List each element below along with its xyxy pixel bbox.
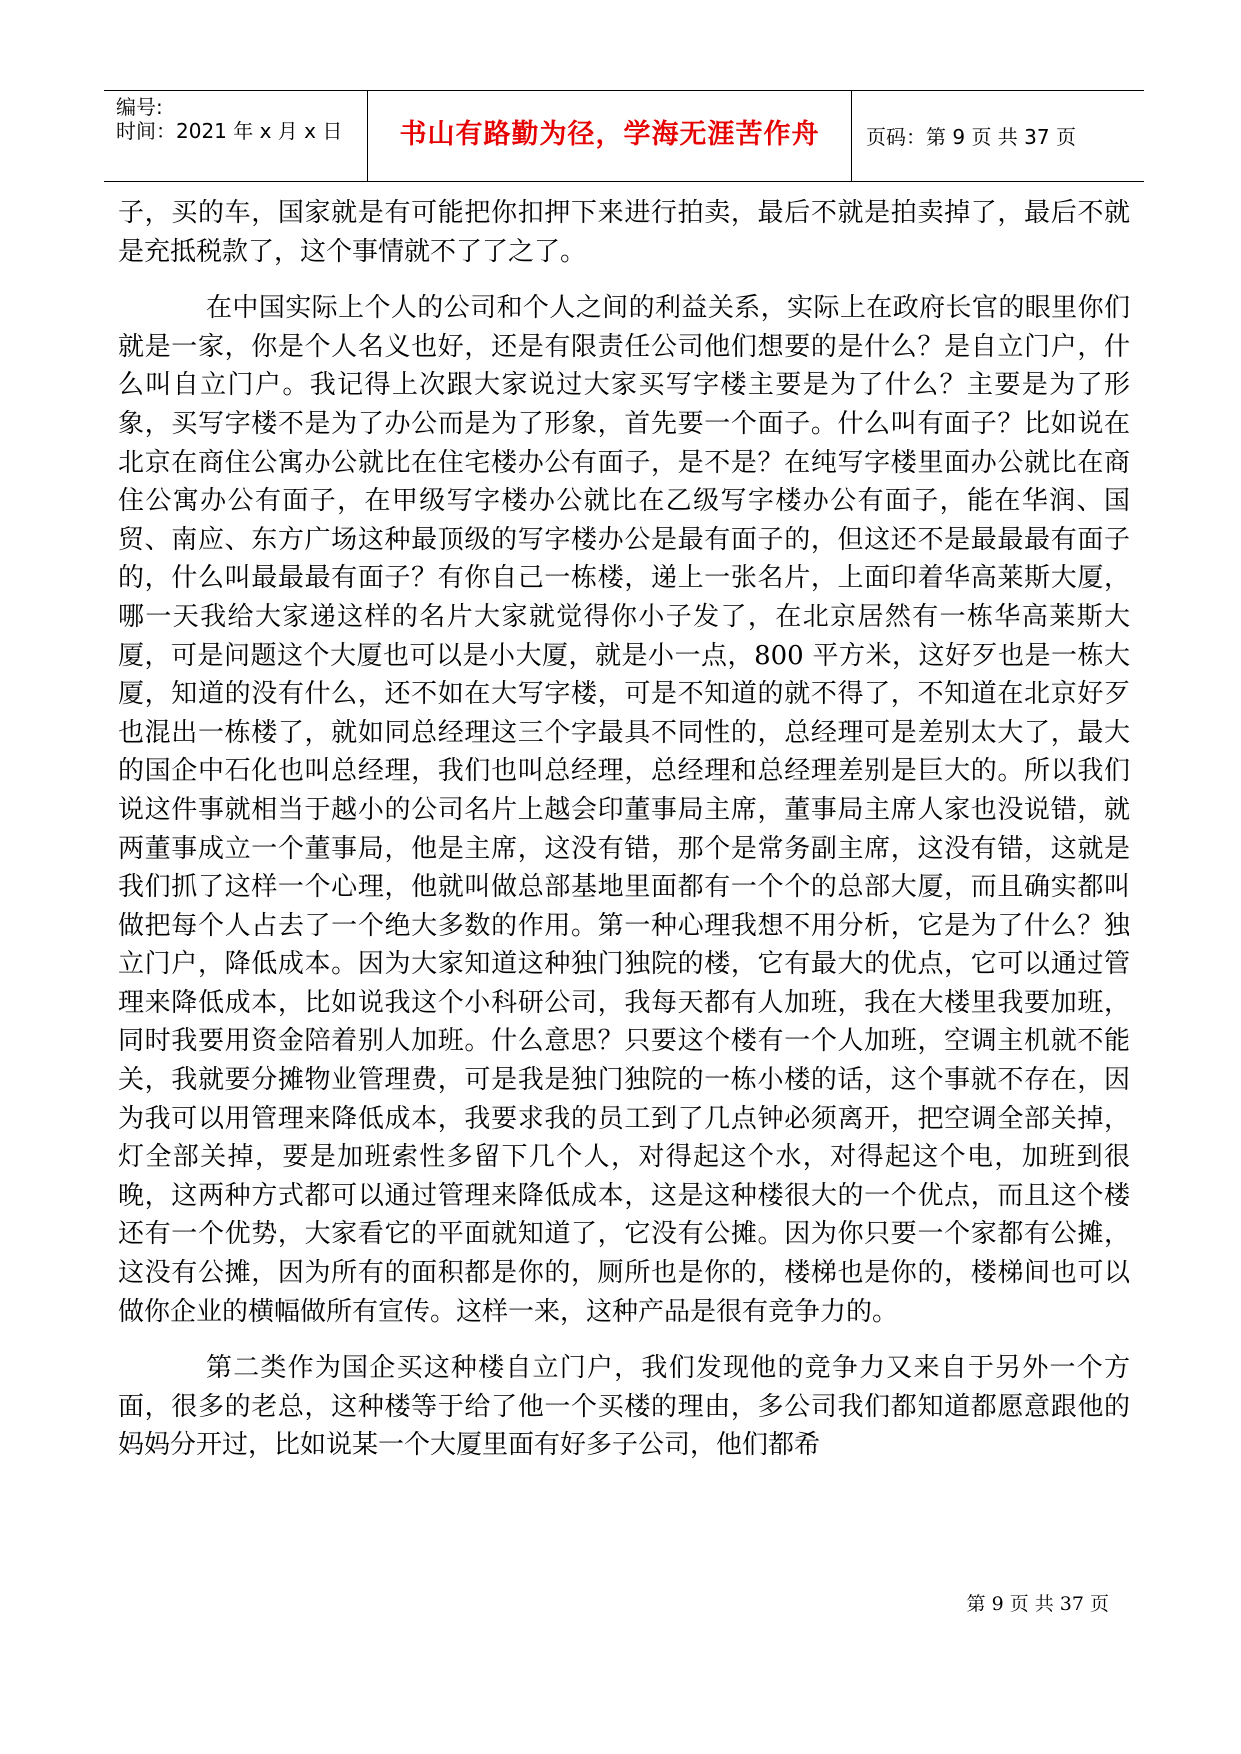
paragraph-spacer <box>118 1331 1130 1349</box>
body-paragraph-1: 子，买的车，国家就是有可能把你扣押下来进行拍卖，最后不就是拍卖掉了，最后不就是充抵税款了，这个事情就不了了之了。 <box>118 198 1130 267</box>
document-body <box>118 194 1130 1465</box>
header-page-number: 页码：第 9 页 共 37 页 <box>866 125 1076 149</box>
header-page-cell <box>852 91 1144 181</box>
document-time-label: 时间：2021 年 x 月 x 日 <box>116 119 343 143</box>
body-paragraph-3: 第二类作为国企买这种楼自立门户，我们发现他的竞争力又来自于另外一个方面，很多的老总，这种楼等于给了他一个买楼的理由，多公司我们都知道都愿意跟他的妈妈分开过，比如说某一个大厦里面有好多子公司，他们都希 <box>118 1353 1130 1461</box>
page-footer: 第 9 页 共 37 页 <box>966 1593 1109 1615</box>
header-motto-cell <box>368 91 852 181</box>
paragraph-spacer <box>118 271 1130 289</box>
document-number-label: 编号: <box>116 95 163 119</box>
body-paragraph-2: 在中国实际上个人的公司和个人之间的利益关系，实际上在政府长官的眼里你们就是一家，你是个人名义也好，还是有限责任公司他们想要的是什么？是自立门户，什么叫自立门户。我记得上次跟大家说过大家买写字楼主要是为了什么？主要是为了形象，买写字楼不是为了办公而是为了形象，首先要一个面子。什么叫有面子？比如说在北京在商住公寓办公就比在住宅楼办公有面子，是不是？在纯写字楼里面办公就比在商住公寓办公有面子，在甲级写字楼办公就比在乙级写字楼办公有面子，能在华润、国贸、南应、东方广场这种最顶级的写字楼办公是最有面子的，但这还不是最最最有面子的，什么叫最最最有面子？有你自己一栋楼，递上一张名片，上面印着华高莱斯大厦，哪一天我给大家递这样的名片大家就觉得你小子发了，在北京居然有一栋华高莱斯大厦，可是问题这个大厦也可以是小大厦，就是小一点，800 平方米，这好歹也是一栋大厦，知道的没有什么，还不如在大写字楼，可是不知道的就不得了，不知道在北京好歹也混出一栋楼了，就如同总经理这三个字最具不同性的，总经理可是差别太大了，最大的国企中石化也叫总经理，我们也叫总经理，总经理和总经理差别是巨大的。所以我们说这件事就相当于越小的公司名片上越会印董事局主席，董事局主席人家也没说错，就两董事成立一个董事局，他是主席，这没有错，那个是常务副主席，这没有错，这就是我们抓了这样一个心理，他就叫做总部基地里面都有一个个的总部大厦，而且确实都叫做把每个人占去了一个绝大多数的作用。第一种心理我想不用分析，它是为了什么？独立门户，降低成本。因为大家知道这种独门独院的楼，它有最大的优点，它可以通过管理来降低成本，比如说我这个小科研公司，我每天都有人加班，我在大楼里我要加班，同时我要用资金陪着别人加班。什么意思？只要这个楼有一个人加班，空调主机就不能关，我就要分摊物业管理费，可是我是独门独院的一栋小楼的话，这个事就不存在，因为我可以用管理来降低成本，我要求我的员工到了几点钟必须离开，把空调全部关掉，灯全部关掉，要是加班索性多留下几个人，对得起这个水，对得起这个电，加班到很晚，这两种方式都可以通过管理来降低成本，这是这种楼很大的一个优点，而且这个楼还有一个优势，大家看它的平面就知道了，它没有公摊。因为你只要一个家都有公摊，这没有公摊，因为所有的面积都是你的，厕所也是你的，楼梯也是你的，楼梯间也可以做你企业的横幅做所有宣传。这样一来，这种产品是很有竞争力的。 <box>118 293 1130 1327</box>
header-info-cell <box>104 91 368 181</box>
header-motto: 书山有路勤为径，学海无涯苦作舟 <box>399 119 820 150</box>
page-header <box>104 90 1144 182</box>
